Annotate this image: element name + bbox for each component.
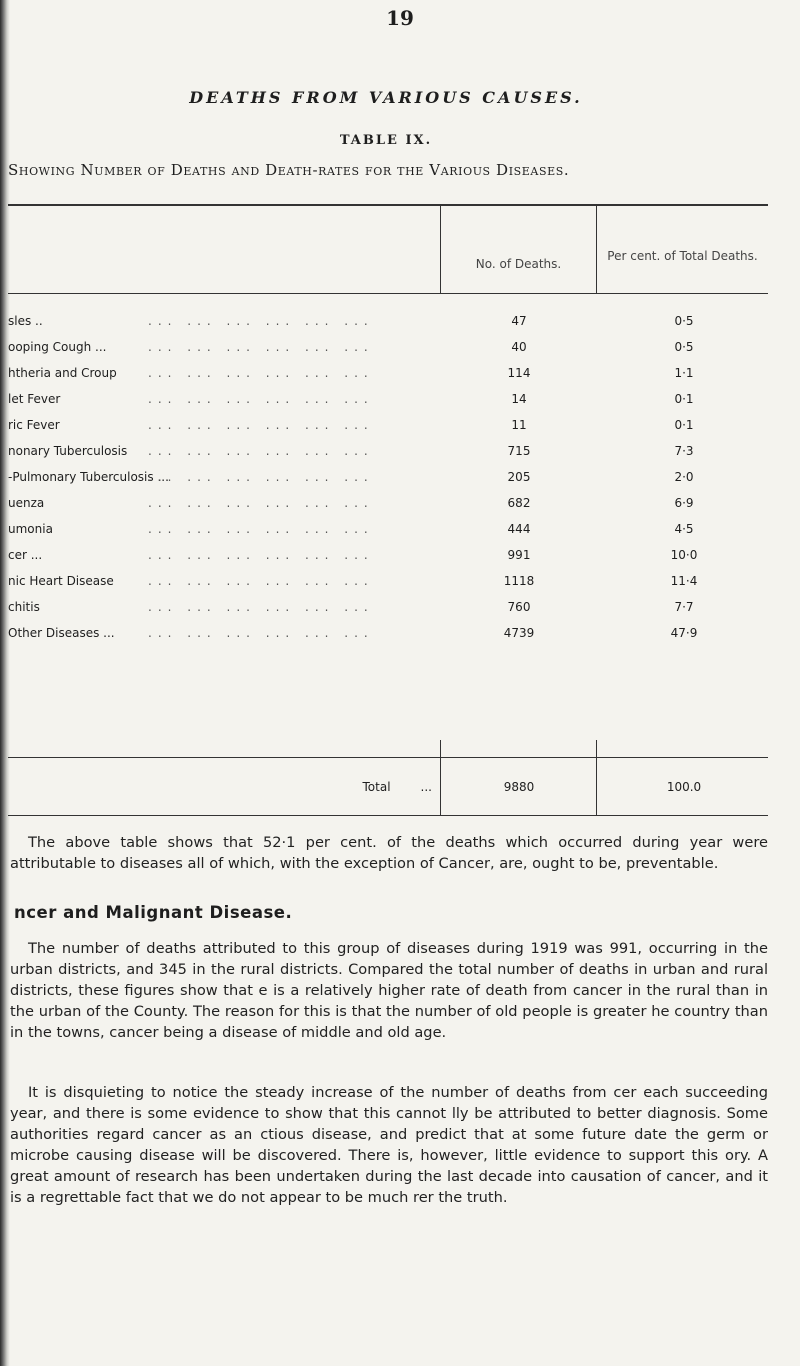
death-percent: 11·4 <box>670 574 698 588</box>
section-heading: ncer and Malignant Disease. <box>14 903 293 922</box>
death-percent: 2·0 <box>674 470 694 484</box>
death-percent: 0·1 <box>674 392 694 406</box>
death-count: 114 <box>507 366 531 380</box>
leader-dots: ... ... ... ... ... ... <box>148 600 374 614</box>
cause-name: chitis <box>8 600 40 614</box>
table-row <box>8 312 768 332</box>
cause-name: let Fever <box>8 392 61 406</box>
table-row <box>8 624 768 644</box>
leader-dots: ... ... ... ... ... ... <box>148 314 374 328</box>
cause-name: uenza <box>8 496 45 510</box>
leader-dots: ... ... ... ... ... ... <box>148 626 374 640</box>
leader-dots: ... ... ... ... ... ... <box>148 392 374 406</box>
table-row <box>8 598 768 618</box>
paragraph-cancer-increase: It is disquieting to notice the steady increase of the number of deaths from cer each succeeding year, and there is some evidence to show that this cannot lly be attributed to better diagnosis. Some authorities regard cancer as an ctious disease, and predict that at some future date the germ or microbe causing disease will be discovered. There is, however, little evidence to support this ory. A great amount of research has been undertaken during the last decade into causation of cancer, and it is a regrettable fact that we do not appear to be much rer the truth. <box>10 1084 768 1206</box>
table-header-rule <box>8 293 768 294</box>
leader-dots: ... ... ... ... ... ... <box>148 444 374 458</box>
table-row <box>8 546 768 566</box>
page-number: 19 <box>386 6 414 30</box>
column-header-deaths: No. of Deaths. <box>475 257 562 271</box>
leader-dots: ... ... ... ... ... ... <box>148 496 374 510</box>
table-row <box>8 364 768 384</box>
death-count: 991 <box>507 548 531 562</box>
cause-name: Other Diseases ... <box>8 626 115 640</box>
cause-name: ooping Cough ... <box>8 340 107 354</box>
table-row <box>8 442 768 462</box>
column-header-percent: Per cent. of Total Deaths. <box>607 249 758 263</box>
total-leader-dots: ... <box>420 780 432 794</box>
leader-dots: ... ... ... ... ... ... <box>148 522 374 536</box>
cause-name: cer ... <box>8 548 43 562</box>
death-percent: 10·0 <box>670 548 698 562</box>
leader-dots: ... ... ... ... ... ... <box>148 548 374 562</box>
table-caption: Showing Number of Deaths and Death-rates for the Various Diseases. <box>8 161 570 179</box>
death-percent: 6·9 <box>674 496 694 510</box>
death-count: 205 <box>507 470 531 484</box>
cause-name: sles .. <box>8 314 43 328</box>
leader-dots: ... ... ... ... ... ... <box>148 470 374 484</box>
death-count: 1118 <box>503 574 535 588</box>
table-bottom-rule <box>8 815 768 816</box>
death-count: 11 <box>511 418 527 432</box>
death-percent: 0·5 <box>674 340 694 354</box>
death-count: 682 <box>507 496 531 510</box>
leader-dots: ... ... ... ... ... ... <box>148 340 374 354</box>
leader-dots: ... ... ... ... ... ... <box>148 366 374 380</box>
cause-name: nonary Tuberculosis <box>8 444 128 458</box>
death-count: 47 <box>511 314 527 328</box>
death-count: 4739 <box>503 626 535 640</box>
death-percent: 7·7 <box>674 600 694 614</box>
death-percent: 7·3 <box>674 444 694 458</box>
death-count: 715 <box>507 444 531 458</box>
cause-name: umonia <box>8 522 53 536</box>
cause-name: nic Heart Disease <box>8 574 114 588</box>
death-count: 444 <box>507 522 531 536</box>
paragraph-cancer-deaths: The number of deaths attributed to this group of diseases during 1919 was 991, occurring in the urban districts, and 345 in the rural districts. Compared the total number of deaths in urban and rural districts, these figures show that e is a relatively higher rate of death from cancer in the rural than in the urban of the County. The reason for this is that the number of old people is greater he country than in the towns, cancer being a disease of middle and old age. <box>10 940 768 1041</box>
page-title: DEATHS FROM VARIOUS CAUSES. <box>189 88 583 107</box>
table-label: TABLE IX. <box>339 133 433 148</box>
table-row <box>8 572 768 592</box>
leader-dots: ... ... ... ... ... ... <box>148 418 374 432</box>
total-deaths: 9880 <box>503 780 535 794</box>
table-row <box>8 468 768 488</box>
table-top-rule <box>8 204 768 206</box>
death-count: 40 <box>511 340 527 354</box>
leader-dots: ... ... ... ... ... ... <box>148 574 374 588</box>
table-row <box>8 520 768 540</box>
death-percent: 0·1 <box>674 418 694 432</box>
table-column-divider-1 <box>440 204 441 294</box>
death-count: 14 <box>511 392 527 406</box>
death-count: 760 <box>507 600 531 614</box>
death-percent: 1·1 <box>674 366 694 380</box>
total-row-label <box>8 780 432 794</box>
death-percent: 47·9 <box>670 626 698 640</box>
total-percent: 100.0 <box>666 780 702 794</box>
death-percent: 4·5 <box>674 522 694 536</box>
cause-name: -Pulmonary Tuberculosis ... <box>8 470 169 484</box>
table-row <box>8 338 768 358</box>
total-label: Total <box>362 780 391 794</box>
table-total-rule <box>8 757 768 758</box>
cause-name: htheria and Croup <box>8 366 117 380</box>
table-row <box>8 390 768 410</box>
death-percent: 0·5 <box>674 314 694 328</box>
cause-name: ric Fever <box>8 418 60 432</box>
paragraph-summary: The above table shows that 52·1 per cent. of the deaths which occurred during year were attributable to diseases all of which, with the exception of Cancer, are, ought to be, preventable. <box>10 834 768 872</box>
table-row <box>8 416 768 436</box>
table-row <box>8 494 768 514</box>
